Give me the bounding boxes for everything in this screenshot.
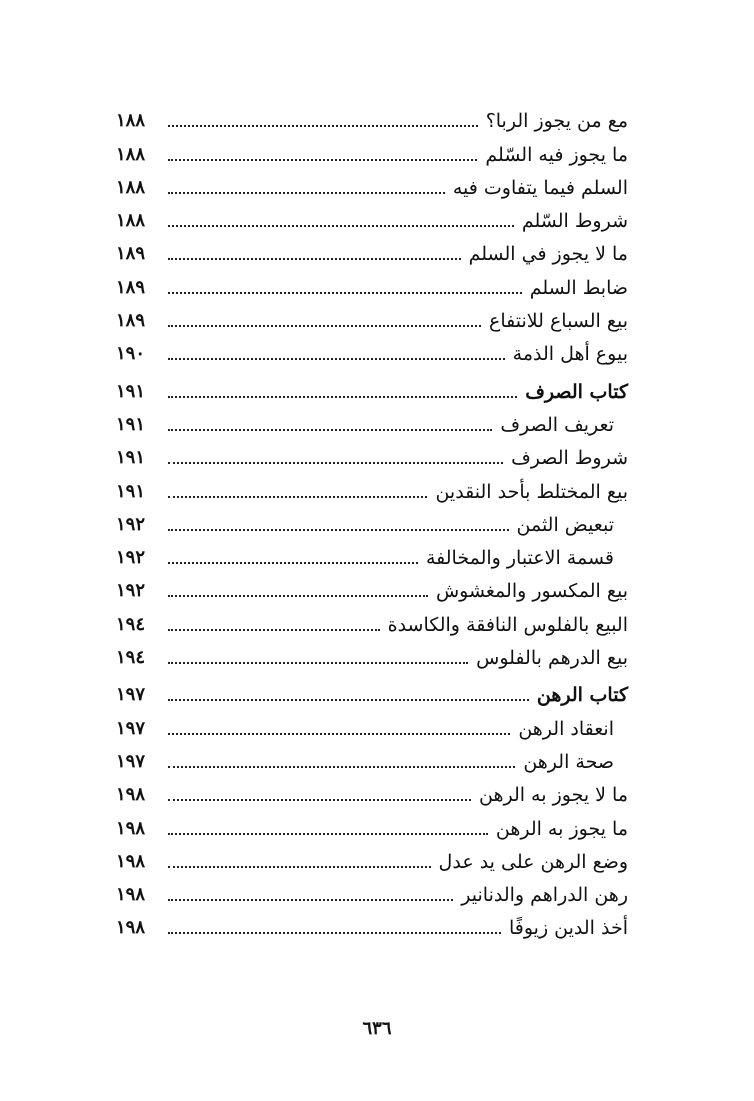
dot-leader <box>168 292 522 294</box>
toc-entry-page: ١٩٨ <box>116 817 146 839</box>
toc-entry-page: ١٩٢ <box>116 513 146 535</box>
toc-entry <box>116 437 628 470</box>
toc-entry <box>116 133 628 166</box>
toc-entry-title: تعريف الصرف <box>500 413 614 436</box>
dot-leader <box>168 629 380 631</box>
toc-entry-title: مع من يجوز الربا؟ <box>485 110 628 133</box>
toc-entry-page: ١٨٩ <box>116 310 146 332</box>
dot-leader <box>168 866 431 868</box>
toc-entry <box>116 404 628 437</box>
toc-entry <box>116 637 628 670</box>
dot-leader <box>168 358 505 360</box>
toc-entry <box>116 603 628 636</box>
toc-entry-title: أخذ الدين زيوفًا <box>508 917 628 940</box>
toc-entry <box>116 266 628 299</box>
toc-entry-title: وضع الرهن على يد عدل <box>438 850 628 873</box>
dot-leader <box>168 662 468 664</box>
toc-entry <box>116 874 628 907</box>
toc-entry-title: تبعيض الثمن <box>516 513 614 536</box>
toc-entry <box>116 200 628 233</box>
toc-entry-title: بيع السباع للانتفاع <box>489 310 628 333</box>
toc-entry-page: ١٩٨ <box>116 917 146 939</box>
toc-entry-title: كتاب الرهن <box>536 684 628 707</box>
dot-leader <box>168 833 488 835</box>
dot-leader <box>168 799 471 801</box>
toc-entry-page: ١٨٩ <box>116 243 146 265</box>
toc-entry-page: ١٨٨ <box>116 110 146 132</box>
dot-leader <box>168 192 445 194</box>
toc-entry <box>116 570 628 603</box>
toc-entry-page: ١٩٢ <box>116 547 146 569</box>
toc-entry-title: ما لا يجوز في السلم <box>468 243 628 266</box>
dot-leader <box>168 766 515 768</box>
toc-entry <box>116 707 628 740</box>
dot-leader <box>168 699 529 701</box>
toc-entry <box>116 233 628 266</box>
toc-entry-title: انعقاد الرهن <box>518 717 614 740</box>
dot-leader <box>168 496 427 498</box>
dot-leader <box>168 125 478 127</box>
toc-entry-title: ما لا يجوز به الرهن <box>478 784 628 807</box>
dot-leader <box>168 932 501 934</box>
toc-chapter-heading <box>116 370 628 403</box>
toc-entry <box>116 300 628 333</box>
toc-entry-page: ١٩١ <box>116 413 146 435</box>
toc-entry-title: ما يجوز به الرهن <box>495 817 628 840</box>
toc-entry-page: ١٩٧ <box>116 717 146 739</box>
toc-entry-page: ١٩٨ <box>116 850 146 872</box>
toc-entry-page: ١٩٢ <box>116 580 146 602</box>
toc-entry <box>116 100 628 133</box>
toc-entry-title: رهن الدراهم والدنانير <box>461 884 628 907</box>
dot-leader <box>168 899 453 901</box>
toc-entry <box>116 741 628 774</box>
toc-entry-title: البيع بالفلوس النافقة والكاسدة <box>387 613 628 636</box>
toc-entry-title: بيع الدرهم بالفلوس <box>476 647 628 670</box>
toc-entry-page: ١٨٨ <box>116 176 146 198</box>
toc-entry-title: بيع المختلط بأحد النقدين <box>435 480 628 503</box>
toc-entry-title: كتاب الصرف <box>525 380 628 403</box>
dot-leader <box>168 325 481 327</box>
dot-leader <box>168 225 514 227</box>
dot-leader <box>168 562 418 564</box>
toc-entry-title: شروط السّلم <box>521 210 628 233</box>
toc-entry-page: ١٩١ <box>116 480 146 502</box>
toc-entry-page: ١٨٨ <box>116 143 146 165</box>
dot-leader <box>168 462 503 464</box>
dot-leader <box>168 595 428 597</box>
toc-entry <box>116 504 628 537</box>
toc-entry <box>116 907 628 940</box>
toc-entry <box>116 470 628 503</box>
toc-entry-title: بيع المكسور والمغشوش <box>435 580 628 603</box>
toc-entry-page: ١٨٨ <box>116 210 146 232</box>
toc-entry-page: ١٩٧ <box>116 684 146 706</box>
toc-entry-page: ١٩٧ <box>116 750 146 772</box>
dot-leader <box>168 159 477 161</box>
toc-entry-title: شروط الصرف <box>511 447 628 470</box>
toc-entry-title: السلم فيما يتفاوت فيه <box>452 176 628 199</box>
toc-entry <box>116 537 628 570</box>
dot-leader <box>168 733 510 735</box>
toc-entry <box>116 333 628 366</box>
toc-entry <box>116 807 628 840</box>
dot-leader <box>168 396 517 398</box>
toc-entry-title: صحة الرهن <box>523 750 614 773</box>
toc-entry-page: ١٩٨ <box>116 784 146 806</box>
toc-entry-page: ١٩٠ <box>116 343 146 365</box>
toc-entry <box>116 167 628 200</box>
toc-entry-page: ١٨٩ <box>116 276 146 298</box>
dot-leader <box>168 258 461 260</box>
dot-leader <box>168 529 509 531</box>
toc-chapter-heading <box>116 674 628 707</box>
toc-entry-page: ١٩٨ <box>116 884 146 906</box>
toc-entry-page: ١٩١ <box>116 380 146 402</box>
toc-entry-title: قسمة الاعتبار والمخالفة <box>425 547 614 570</box>
toc-entry <box>116 841 628 874</box>
toc-entry-page: ١٩١ <box>116 447 146 469</box>
page-number: ٦٣٦ <box>362 1018 392 1039</box>
toc-entry-title: ما يجوز فيه السّلم <box>485 143 628 166</box>
toc-entry-title: بيوع أهل الذمة <box>512 343 628 366</box>
toc-entry-page: ١٩٤ <box>116 613 146 635</box>
toc-entry-page: ١٩٤ <box>116 647 146 669</box>
table-of-contents <box>116 100 628 940</box>
toc-entry <box>116 774 628 807</box>
dot-leader <box>168 429 492 431</box>
toc-entry-title: ضابط السلم <box>529 276 628 299</box>
